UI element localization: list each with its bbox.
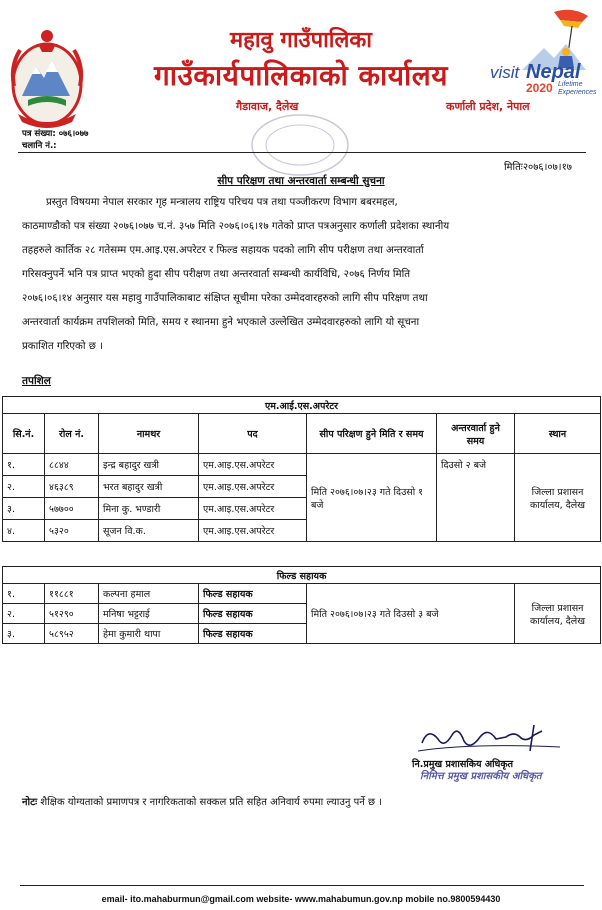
office-title: गाउँकार्यपालिकाको कार्यालय bbox=[154, 59, 448, 92]
footer-divider bbox=[20, 885, 584, 886]
row-sn: २. bbox=[3, 604, 45, 624]
mis-operator-table bbox=[2, 396, 601, 542]
row-name: इन्द्र बहादुर खत्री bbox=[99, 454, 199, 476]
header-divider bbox=[18, 152, 586, 153]
signer-stamp: निमित्त प्रमुख प्रशासकीय अधिकृत bbox=[420, 771, 542, 782]
signer-title: नि.प्रमुख प्रशासकिय अधिकृत bbox=[412, 759, 514, 770]
note-label: नोटः bbox=[22, 797, 38, 808]
row-sn: २. bbox=[3, 476, 45, 498]
section-heading: एम.आई.एस.अपरेटर bbox=[3, 397, 601, 414]
row-roll: ५१२९० bbox=[45, 604, 99, 624]
col-header-interview: अन्तरवार्ता हुने समय bbox=[437, 414, 515, 454]
row-name: हेमा कुमारी थापा bbox=[99, 624, 199, 644]
row-sn: १. bbox=[3, 454, 45, 476]
row-roll: ५३२० bbox=[45, 520, 99, 542]
row-post: एम.आइ.एस.अपरेटर bbox=[199, 498, 307, 520]
field-assistant-table bbox=[2, 566, 601, 644]
col-header-post: पद bbox=[199, 414, 307, 454]
nepal-word: Nepal bbox=[526, 61, 581, 83]
visit-nepal-logo-icon bbox=[462, 8, 600, 100]
body-line: प्रस्तुत विषयमा नेपाल सरकार गृह मन्त्रालय राष्ट्रिय परिचय पत्र तथा पञ्जीकरण विभाग बबरमहल, bbox=[46, 197, 398, 208]
logo-tagline-2: Experiences bbox=[558, 89, 597, 96]
section-heading: फिल्ड सहायक bbox=[3, 567, 601, 584]
office-stamp-icon bbox=[240, 110, 360, 180]
body-line: प्रकाशित गरिएको छ । bbox=[22, 341, 103, 352]
skill-test-time: मिति २०७६।०७।२३ गते दिउसो १ बजे bbox=[307, 454, 437, 542]
row-roll: ५८९५२ bbox=[45, 624, 99, 644]
col-header-sn: सि.नं. bbox=[3, 414, 45, 454]
visit-word: visit bbox=[490, 63, 520, 82]
table-row bbox=[3, 454, 601, 476]
row-sn: ४. bbox=[3, 520, 45, 542]
body-line: काठमाण्डौको पत्र संख्या २०७६।०७७ च.नं. ३५७ मिति २०७६।०६।१७ गतेको प्राप्त पत्रअनुसार कर्णाली प्रदेशका स्थानीय bbox=[22, 221, 450, 232]
body-line: तहहरुले कार्तिक २८ गतेसम्म एम.आइ.एस.अपरेटर र फिल्ड सहायक पदको लागि सीप परीक्षण तथा अन्तरवार्ता bbox=[22, 245, 424, 256]
row-post: एम.आइ.एस.अपरेटर bbox=[199, 454, 307, 476]
row-name: कल्पना हमाल bbox=[99, 584, 199, 604]
province-location: कर्णाली प्रदेश, नेपाल bbox=[446, 100, 530, 113]
row-post: फिल्ड सहायक bbox=[199, 604, 307, 624]
logo-tagline-1: Lifetime bbox=[558, 81, 583, 88]
row-roll: ८८४४ bbox=[45, 454, 99, 476]
office-location: गैडावाज, दैलेख bbox=[236, 100, 299, 113]
row-roll: ५७७०० bbox=[45, 498, 99, 520]
table-row bbox=[3, 584, 601, 604]
venue: जिल्ला प्रशासन कार्यालय, दैलेख bbox=[515, 454, 601, 542]
col-header-venue: स्थान bbox=[515, 414, 601, 454]
row-post: एम.आइ.एस.अपरेटर bbox=[199, 520, 307, 542]
letter-number: पत्र संख्या: ०७६।०७७ bbox=[22, 129, 89, 139]
row-name: मनिषा भट्टराई bbox=[99, 604, 199, 624]
row-sn: ३. bbox=[3, 624, 45, 644]
body-line: गरिसक्नुपर्ने भनि पत्र प्राप्त भएको हुदा सीप परीक्षण तथा अन्तरवार्ता सम्बन्धी कार्यविधि, २०७६ निर्णय मिति bbox=[22, 269, 411, 280]
body-line: अन्तरवार्ता कार्यक्रम तपशिलको मिति, समय र स्थानमा हुने भएकाले उल्लेखित उम्मेदवारहरुको लागि यो सूचना bbox=[22, 317, 420, 328]
row-roll: ११८८१ bbox=[45, 584, 99, 604]
municipality-name: महावु गाउँपालिका bbox=[230, 28, 372, 53]
row-name: सूजन वि.क. bbox=[99, 520, 199, 542]
venue: जिल्ला प्रशासन कार्यालय, दैलेख bbox=[515, 584, 601, 644]
logo-year: 2020 bbox=[526, 81, 553, 95]
row-name: भरत बहादुर खत्री bbox=[99, 476, 199, 498]
row-name: मिना कु. भण्डारी bbox=[99, 498, 199, 520]
schedule-label: तपशिल bbox=[22, 375, 51, 387]
col-header-skill-test: सीप परिक्षण हुने मिति र समय bbox=[307, 414, 437, 454]
row-post: एम.आइ.एस.अपरेटर bbox=[199, 476, 307, 498]
row-sn: ३. bbox=[3, 498, 45, 520]
col-header-name: नामथर bbox=[99, 414, 199, 454]
note bbox=[22, 794, 592, 808]
dispatch-number: चलानि नं.: bbox=[22, 141, 57, 151]
notice-date: मितिः२०७६।०७।१७ bbox=[503, 162, 572, 173]
notice-body bbox=[22, 191, 584, 359]
row-post: फिल्ड सहायक bbox=[199, 584, 307, 604]
footer-contact: email- ito.mahaburmun@gmail.com website- www.mahabumun.gov.np mobile no.9800594430 bbox=[101, 894, 501, 904]
row-sn: १. bbox=[3, 584, 45, 604]
interview-time: दिउसो २ बजे bbox=[437, 454, 515, 542]
row-roll: ४६३८९ bbox=[45, 476, 99, 498]
notice-subject: सीप परिक्षण तथा अन्तरवार्ता सम्बन्धी सुचना bbox=[217, 175, 385, 187]
col-header-roll: रोल नं. bbox=[45, 414, 99, 454]
note-text: शैक्षिक योग्यताको प्रमाणपत्र र नागरिकताको सक्कल प्रति सहित अनिवार्य रुपमा ल्याउनु पर्ने छ । bbox=[40, 797, 382, 808]
body-line: २०७६।०६।१४ अनुसार यस महावु गाउँपालिकाबाट संक्षिप्त सूचीमा परेका उम्मेदवारहरुको लागि सीप परिक्षण तथा bbox=[22, 293, 428, 304]
row-post: फिल्ड सहायक bbox=[199, 624, 307, 644]
test-time: मिति २०७६।०७।२३ गते दिउसो ३ बजे bbox=[307, 584, 515, 644]
